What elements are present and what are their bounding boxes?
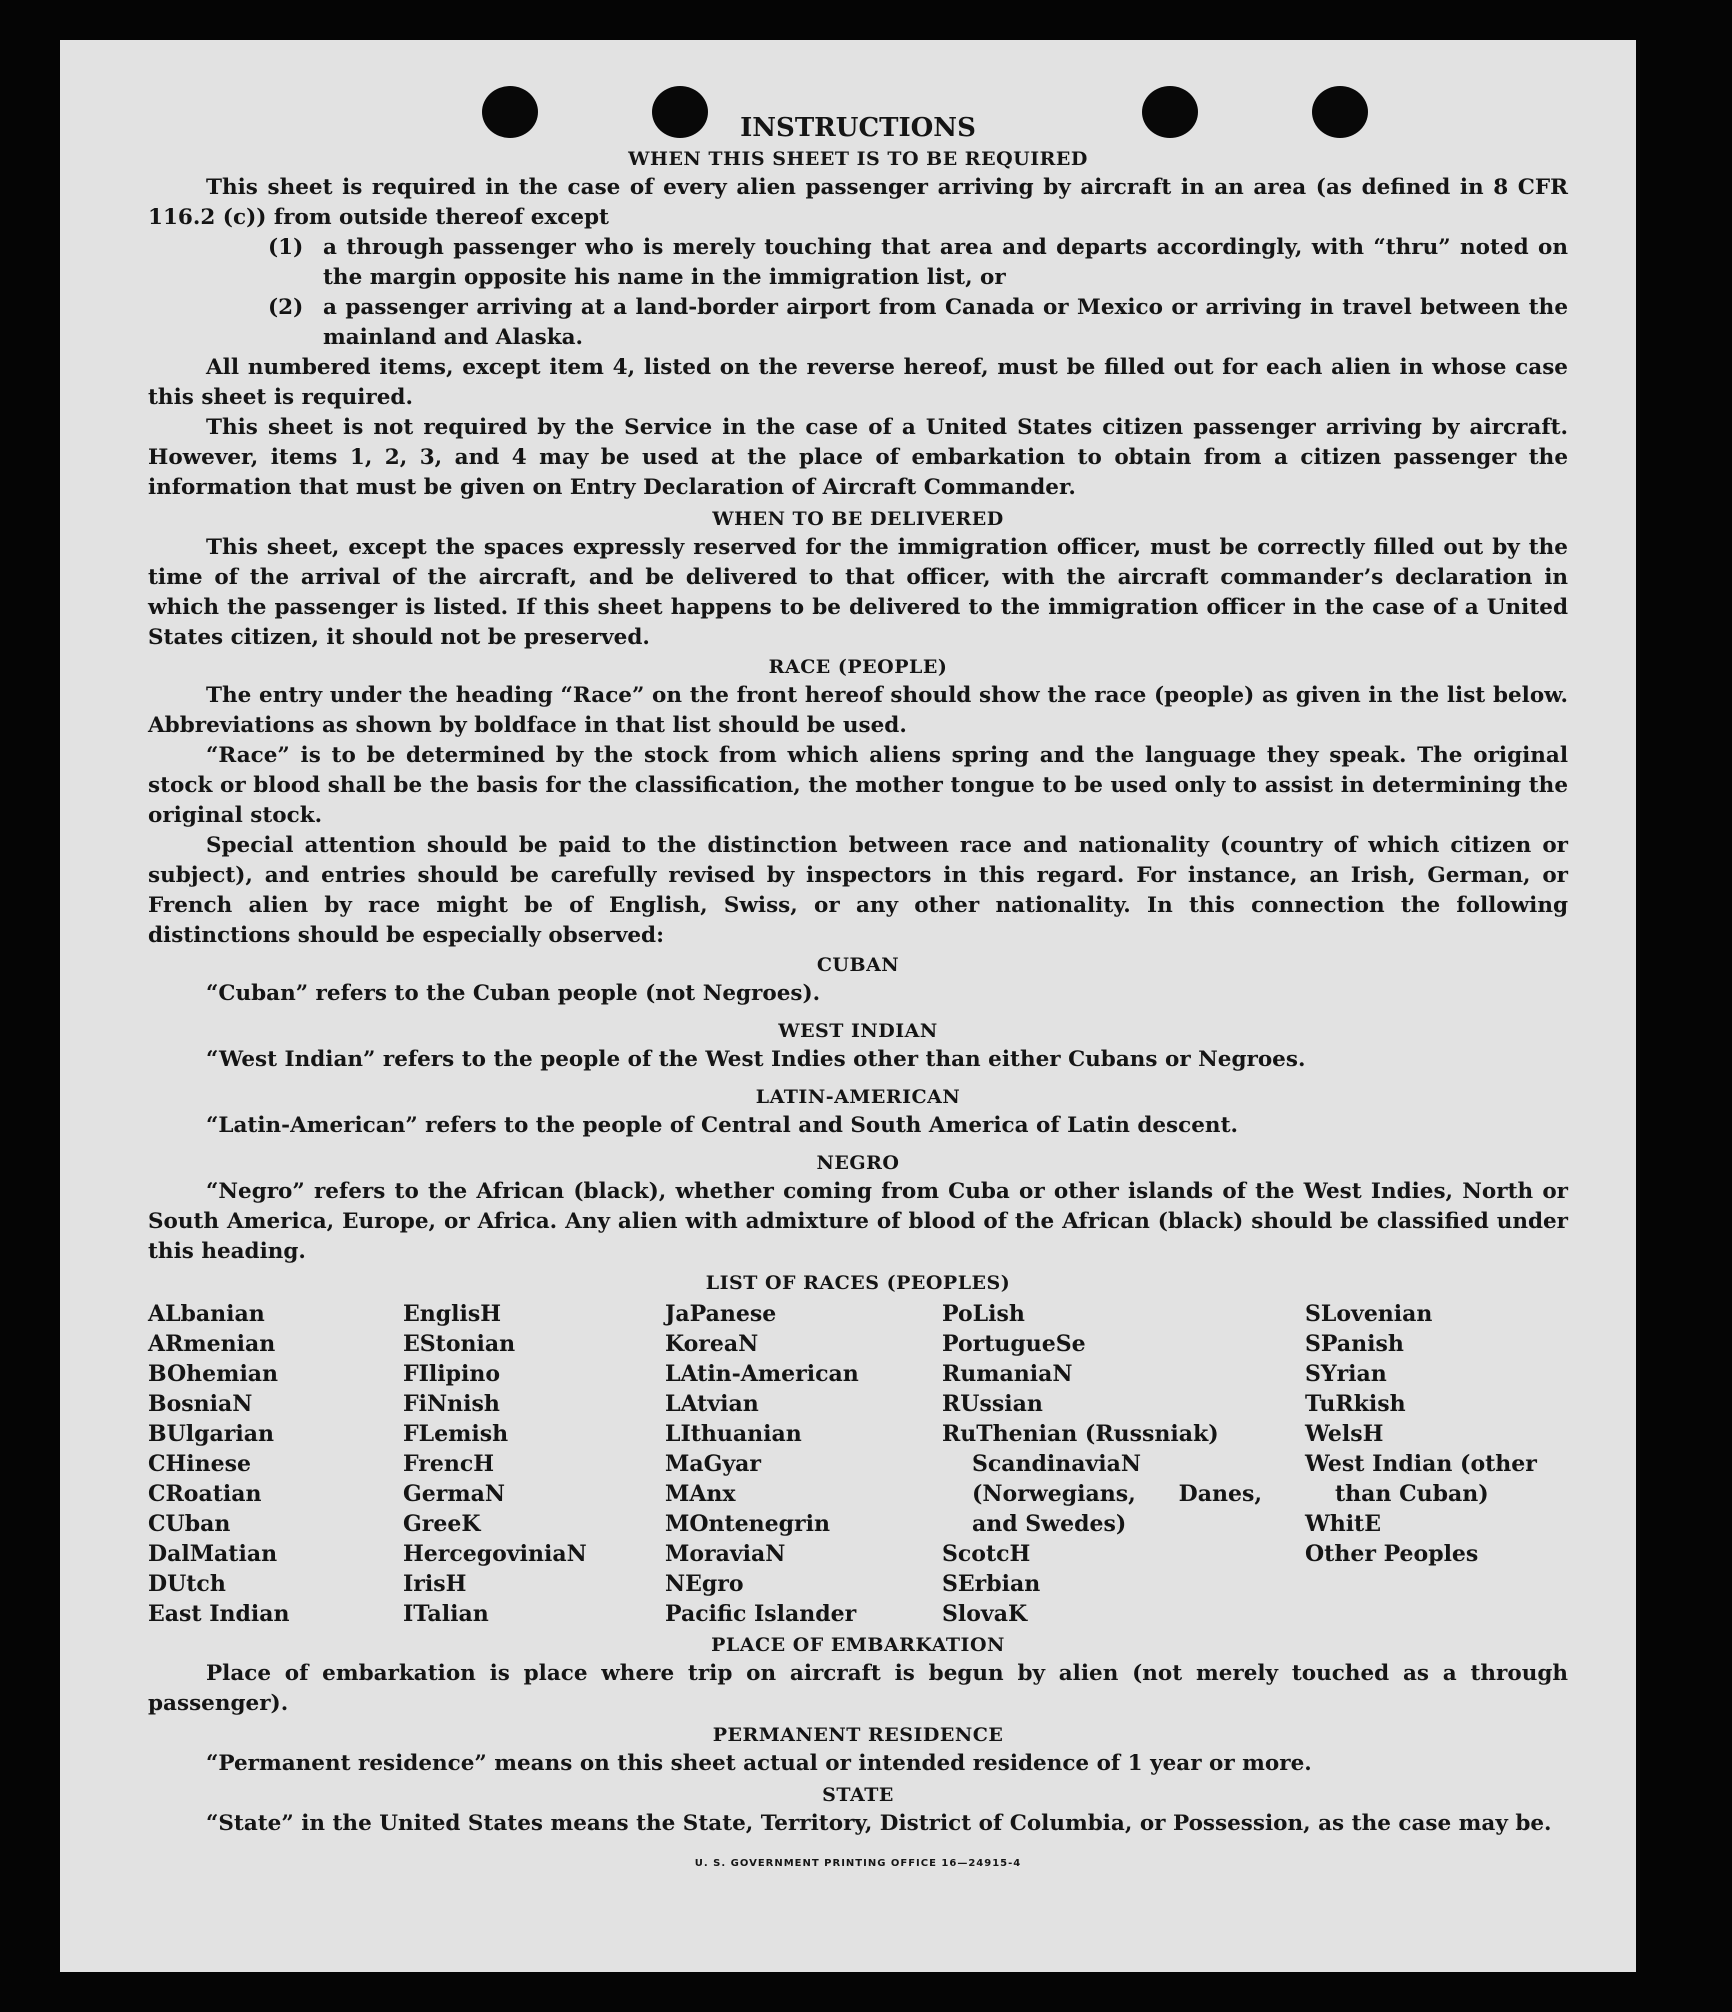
race-entry: SlovaK bbox=[942, 1601, 1028, 1627]
race-entry: FIlipino bbox=[403, 1361, 501, 1387]
heading-negro: NEGRO bbox=[816, 1152, 900, 1174]
race-entry: LAtvian bbox=[665, 1391, 759, 1417]
race-entry: MOntenegrin bbox=[665, 1511, 830, 1537]
heading-residence: PERMANENT RESIDENCE bbox=[712, 1724, 1004, 1746]
race-entry: LIthuanian bbox=[665, 1421, 802, 1447]
para-citizen: This sheet is not required by the Service in the case of a United States citizen passenger arriving by aircraft. However, items 1, 2, 3, and 4 may be used at the place of embarkation to obtain from a citizen passenger the information that must be given on Entry Declaration of Aircraft Commander. bbox=[148, 415, 1568, 500]
race-column bbox=[148, 1299, 403, 1629]
heading-west-indian: WEST INDIAN bbox=[778, 1020, 938, 1042]
race-entry: ALbanian bbox=[148, 1301, 265, 1327]
race-entry: HercegoviniaN bbox=[403, 1541, 587, 1567]
race-entry: West Indian (other than Cuban) bbox=[1305, 1451, 1537, 1507]
heading-when-required: WHEN THIS SHEET IS TO BE REQUIRED bbox=[628, 148, 1088, 170]
race-entry: WhitE bbox=[1305, 1511, 1381, 1537]
race-column bbox=[942, 1299, 1305, 1629]
race-entry: RumaniaN bbox=[942, 1361, 1073, 1387]
para-numbered-items: All numbered items, except item 4, listed on the reverse hereof, must be filled out for each alien in whose case this sheet is required. bbox=[148, 355, 1568, 410]
item-text: a through passenger who is merely touching that area and departs accordingly, with “thru” noted on the margin opposite his name in the immigration list, or bbox=[323, 235, 1568, 290]
race-entry: ARmenian bbox=[148, 1331, 276, 1357]
heading-latin-american: LATIN-AMERICAN bbox=[755, 1086, 961, 1108]
race-entry: JaPanese bbox=[665, 1301, 777, 1327]
race-entry: MoraviaN bbox=[665, 1541, 786, 1567]
race-entry: IrisH bbox=[403, 1571, 467, 1597]
race-entry: ITalian bbox=[403, 1601, 489, 1627]
item-number: (1) bbox=[268, 235, 304, 260]
heading-state: STATE bbox=[822, 1784, 894, 1806]
printer-imprint: U. S. GOVERNMENT PRINTING OFFICE 16—24915-4 bbox=[694, 1858, 1022, 1869]
race-entry: DUtch bbox=[148, 1571, 226, 1597]
race-column bbox=[1305, 1299, 1585, 1629]
heading-race: RACE (PEOPLE) bbox=[768, 656, 948, 678]
para-race-3: Special attention should be paid to the distinction between race and nationality (country of which citizen or subject), and entries should be carefully revised by inspectors in this regard. For instance, an Irish, German, or French alien by race might be of English, Swiss, or any other nationality. In this connection the following distinctions should be especially observed: bbox=[148, 833, 1568, 948]
race-entry: PoLish bbox=[942, 1301, 1025, 1327]
para-cuban: “Cuban” refers to the Cuban people (not Negroes). bbox=[206, 981, 821, 1006]
race-entry: SLovenian bbox=[1305, 1301, 1433, 1327]
race-entry: BUlgarian bbox=[148, 1421, 274, 1447]
race-entry: NEgro bbox=[665, 1571, 744, 1597]
exception-item bbox=[268, 233, 1568, 293]
race-column bbox=[403, 1299, 665, 1629]
para-race-1: The entry under the heading “Race” on the front hereof should show the race (people) as given in the list below. Abbreviations as shown by boldface in that list should be used. bbox=[148, 683, 1568, 738]
para-required-intro: This sheet is required in the case of every alien passenger arriving by aircraft in an area (as defined in 8 CFR 116.2 (c)) from outside thereof except bbox=[148, 175, 1568, 230]
race-entry: ScandinaviaN (Norwegians, Danes, and Swedes) bbox=[972, 1451, 1262, 1537]
race-entry: East Indian bbox=[148, 1601, 290, 1627]
heading-embarkation: PLACE OF EMBARKATION bbox=[711, 1634, 1005, 1656]
punch-hole bbox=[652, 86, 708, 138]
race-entry: CUban bbox=[148, 1511, 231, 1537]
item-text: a passenger arriving at a land-border airport from Canada or Mexico or arriving in travel between the mainland and Alaska. bbox=[323, 295, 1568, 350]
para-delivered: This sheet, except the spaces expressly reserved for the immigration officer, must be correctly filled out by the time of the arrival of the aircraft, and be delivered to that officer, with the aircraft commander’s declaration in which the passenger is listed. If this sheet happens to be delivered to the immigration officer in the case of a United States citizen, it should not be preserved. bbox=[148, 535, 1568, 650]
race-entry: SErbian bbox=[942, 1571, 1041, 1597]
race-entry: Other Peoples bbox=[1305, 1541, 1479, 1567]
item-number: (2) bbox=[268, 295, 304, 320]
para-race-2: “Race” is to be determined by the stock from which aliens spring and the language they speak. The original stock or blood shall be the basis for the classification, the mother tongue to be used only to assist in determining the original stock. bbox=[148, 743, 1568, 828]
race-entry: SPanish bbox=[1305, 1331, 1404, 1357]
instruction-sheet bbox=[60, 40, 1636, 1972]
race-entry: DalMatian bbox=[148, 1541, 278, 1567]
punch-hole bbox=[482, 86, 538, 138]
page-title: INSTRUCTIONS bbox=[740, 113, 976, 143]
punch-hole bbox=[1142, 86, 1198, 138]
race-entry: GermaN bbox=[403, 1481, 506, 1507]
race-entry: WelsH bbox=[1305, 1421, 1384, 1447]
heading-list-of-races: LIST OF RACES (PEOPLES) bbox=[705, 1272, 1011, 1294]
race-column bbox=[665, 1299, 942, 1629]
race-entry: RuThenian (Russniak) bbox=[942, 1421, 1219, 1447]
race-entry: LAtin-American bbox=[665, 1361, 859, 1387]
race-entry: BosniaN bbox=[148, 1391, 253, 1417]
race-entry: FrencH bbox=[403, 1451, 494, 1477]
race-entry: EnglisH bbox=[403, 1301, 502, 1327]
punch-hole bbox=[1312, 86, 1368, 138]
heading-cuban: CUBAN bbox=[816, 954, 900, 976]
heading-when-delivered: WHEN TO BE DELIVERED bbox=[712, 508, 1004, 530]
race-entry: KoreaN bbox=[665, 1331, 759, 1357]
race-entry: MAnx bbox=[665, 1481, 736, 1507]
race-entry: CHinese bbox=[148, 1451, 252, 1477]
para-embarkation: Place of embarkation is place where trip on aircraft is begun by alien (not merely touched as a through passenger). bbox=[148, 1661, 1568, 1716]
race-entry: RUssian bbox=[942, 1391, 1043, 1417]
para-negro: “Negro” refers to the African (black), whether coming from Cuba or other islands of the West Indies, North or South America, Europe, or Africa. Any alien with admixture of blood of the African (black) should be classified under this heading. bbox=[148, 1179, 1568, 1264]
race-entry: MaGyar bbox=[665, 1451, 762, 1477]
para-latin-american: “Latin-American” refers to the people of Central and South America of Latin descent. bbox=[206, 1113, 1238, 1138]
para-state: “State” in the United States means the State, Territory, District of Columbia, or Possession, as the case may be. bbox=[206, 1811, 1552, 1836]
race-entry: SYrian bbox=[1305, 1361, 1387, 1387]
race-entry: CRoatian bbox=[148, 1481, 262, 1507]
para-residence: “Permanent residence” means on this sheet actual or intended residence of 1 year or more. bbox=[206, 1751, 1312, 1776]
race-entry: FLemish bbox=[403, 1421, 509, 1447]
races-list bbox=[148, 1299, 1568, 1629]
race-entry: BOhemian bbox=[148, 1361, 279, 1387]
race-entry: FiNnish bbox=[403, 1391, 500, 1417]
exception-item bbox=[268, 293, 1568, 353]
race-entry: PortugueSe bbox=[942, 1331, 1086, 1357]
race-entry: TuRkish bbox=[1305, 1391, 1406, 1417]
para-west-indian: “West Indian” refers to the people of the West Indies other than either Cubans or Negroes. bbox=[206, 1047, 1306, 1072]
race-entry: Pacific Islander bbox=[665, 1601, 857, 1627]
race-entry: GreeK bbox=[403, 1511, 481, 1537]
race-entry: ScotcH bbox=[942, 1541, 1031, 1567]
race-entry: EStonian bbox=[403, 1331, 516, 1357]
